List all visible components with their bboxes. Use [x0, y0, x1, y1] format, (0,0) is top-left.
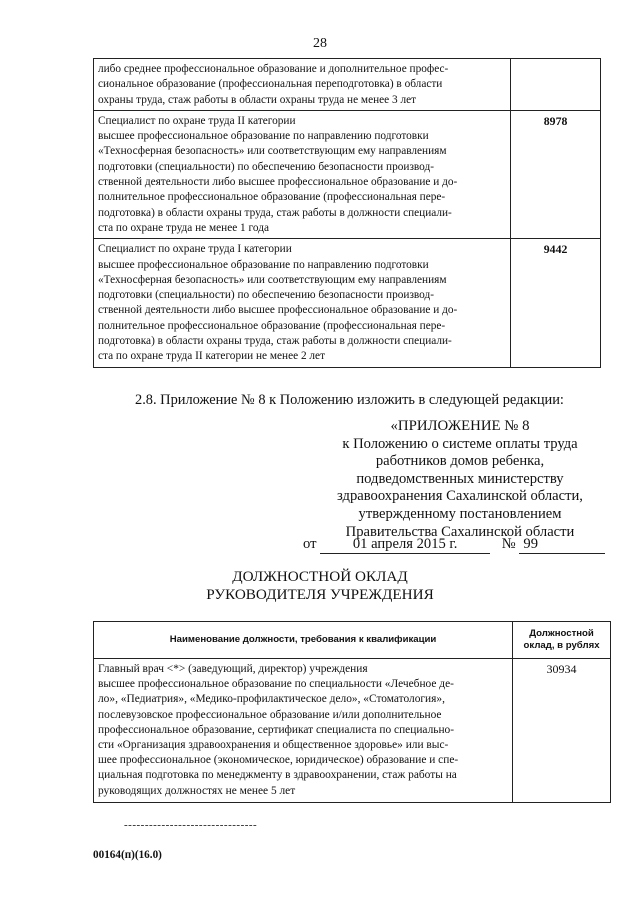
salary-cell [511, 239, 601, 367]
appendix-line: к Положению о системе оплаты труда [342, 435, 578, 452]
heading-line: ДОЛЖНОСТНОЙ ОКЛАД [232, 568, 408, 585]
qualification-text [94, 659, 512, 802]
section-heading [0, 568, 640, 604]
qualification-table-continued [93, 58, 601, 368]
text-line: подготовки (специальности) по обеспечению безопасности производ- [98, 160, 434, 173]
table-row [94, 239, 601, 367]
text-line: сиональное образование (профессиональная переподготовка) в области [98, 78, 443, 91]
qualification-text [94, 239, 510, 366]
text-line: охраны труда, стаж работы в области охраны труда не менее 3 лет [98, 93, 417, 106]
appendix-line: Правительства Сахалинской области [345, 523, 575, 540]
salary-value: 30934 [546, 662, 577, 676]
qualification-text [94, 111, 510, 238]
text-line: высшее профессиональное образование по специальности «Лечебное де- [98, 678, 454, 691]
amendment-paragraph: 2.8. Приложение № 8 к Положению изложить в следующей редакции: [135, 392, 564, 408]
qualification-cell [94, 659, 513, 803]
text-line: либо среднее профессиональное образование и дополнительное профес- [98, 63, 449, 75]
number-label: № [501, 536, 516, 552]
appendix-block [310, 418, 610, 541]
heading-line: РУКОВОДИТЕЛЯ УЧРЕЖДЕНИЯ [206, 586, 434, 603]
salary-value [511, 59, 600, 62]
document-code: 00164(п)(16.0) [93, 849, 162, 861]
text-line: «Техносферная безопасность» или соответствующим ему направлениям [98, 273, 447, 286]
appendix-line: утвержденному постановлением [358, 505, 562, 522]
text-line: ста по охране труда II категории не менее 2 лет [98, 350, 326, 363]
text-line: подготовка) в области охраны труда, стаж работы в должности специали- [98, 206, 452, 219]
qualification-cell [94, 59, 511, 111]
appendix-line: здравоохранения Сахалинской области, [337, 488, 583, 505]
position-title: Специалист по охране труда I категории [98, 243, 292, 256]
text-line: ственной деятельности либо высшее профессиональное образование и до- [98, 176, 458, 189]
appendix-title: «ПРИЛОЖЕНИЕ № 8 [390, 418, 530, 434]
page-number: 28 [313, 36, 327, 51]
appendix-line: работников домов ребенка, [375, 453, 545, 470]
salary-cell [511, 110, 601, 238]
qualification-cell [94, 110, 511, 238]
text-line: ственной деятельности либо высшее профессиональное образование и до- [98, 304, 458, 317]
position-title: Главный врач <*> (заведующий, директор) учреждения [98, 663, 368, 675]
resolution-number: 99 [519, 536, 605, 554]
salary-value: 9442 [543, 242, 568, 257]
header-salary [513, 622, 611, 659]
from-label: от [303, 536, 317, 552]
header-position: Наименование должности, требования к квалификации [94, 622, 513, 659]
text-line: подготовки (специальности) по обеспечению безопасности производ- [98, 289, 434, 302]
text-line: профессиональное образование, сертификат специалиста по специально- [98, 723, 455, 736]
text-line: руководящих должностях не менее 5 лет [98, 784, 296, 797]
table-row [94, 659, 611, 803]
qualification-cell [94, 239, 511, 367]
text-line: послевузовское профессиональное образование и/или дополнительное [98, 708, 442, 721]
text-line: ло», «Педиатрия», «Медико-профилактическое дело», «Стоматология», [98, 693, 445, 706]
text-line: подготовка) в области охраны труда, стаж работы в должности специали- [98, 335, 452, 348]
text-line: высшее профессиональное образование по направлению подготовки [98, 130, 429, 143]
text-line: циальная подготовка по менеджменту в здравоохранении, стаж работы на [98, 769, 457, 782]
resolution-date-line [303, 536, 605, 554]
text-line: высшее профессиональное образование по направлению подготовки [98, 258, 429, 271]
text-line: шее профессиональное (экономическое, юридическое) образование и спе- [98, 754, 459, 767]
qualification-text [94, 59, 510, 110]
text-line: сти «Организация здравоохранения и общественное здоровье» или выс- [98, 739, 449, 752]
header-salary-line: оклад, в рублях [523, 640, 600, 651]
table-row [94, 59, 601, 111]
salary-cell [511, 59, 601, 111]
salary-cell [513, 659, 611, 803]
table-row [94, 110, 601, 238]
table-header-row [94, 622, 611, 659]
resolution-date: 01 апреля 2015 г. [320, 536, 490, 554]
position-title: Специалист по охране труда II категории [98, 114, 296, 127]
footnote-separator: -------------------------------- [124, 819, 258, 831]
director-salary-table [93, 621, 611, 803]
header-salary-line: Должностной [529, 628, 594, 639]
text-line: полнительное профессиональное образование (профессиональная пере- [98, 319, 446, 332]
salary-value: 8978 [543, 113, 568, 128]
text-line: ста по охране труда не менее 1 года [98, 221, 269, 234]
appendix-line: подведомственных министерству [356, 470, 564, 487]
text-line: полнительное профессиональное образование (профессиональная пере- [98, 191, 446, 204]
text-line: «Техносферная безопасность» или соответствующим ему направлениям [98, 145, 447, 158]
